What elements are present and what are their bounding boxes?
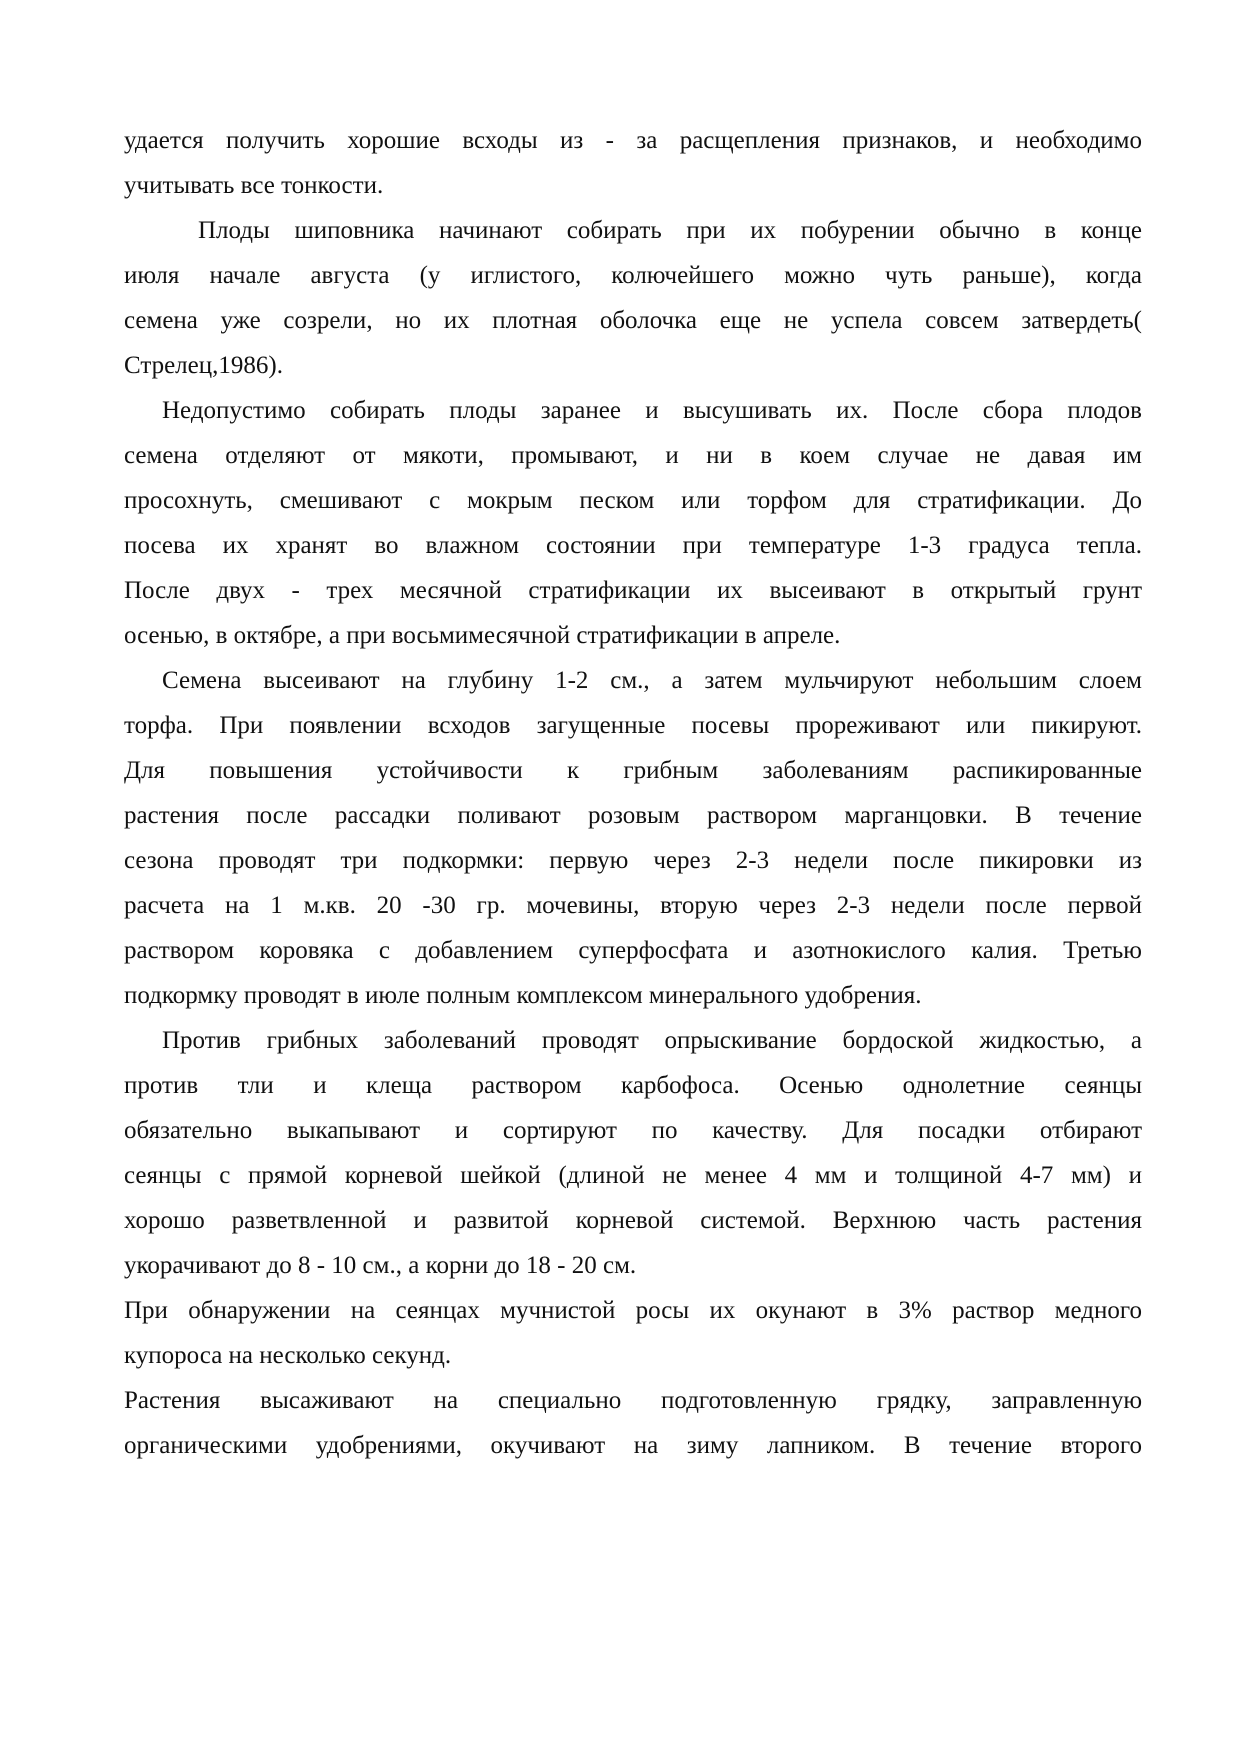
text-line: обязательно выкапывают и сортируют по качеству. Для посадки отбирают [124, 1117, 1142, 1144]
document-body [124, 118, 1142, 1468]
text-line: семена отделяют от мякоти, промывают, и ни в коем случае не давая им [124, 442, 1142, 469]
text-line: купороса на несколько секунд. [124, 1342, 452, 1369]
text-line: органическими удобрениями, окучивают на зиму лапником. В течение второго [124, 1432, 1142, 1459]
text-line: сеянцы с прямой корневой шейкой (длиной не менее 4 мм и толщиной 4-7 мм) и [124, 1162, 1142, 1189]
text-line: укорачивают до 8 - 10 см., а корни до 18 - 20 см. [124, 1252, 637, 1279]
text-line: удается получить хорошие всходы из - за расщепления признаков, и необходимо [124, 127, 1142, 154]
text-line: При обнаружении на сеянцах мучнистой росы их окунают в 3% раствор медного [124, 1297, 1142, 1324]
text-line: Стрелец,1986). [124, 352, 283, 379]
text-line: Для повышения устойчивости к грибным заболеваниям распикированные [124, 757, 1142, 784]
text-line: Растения высаживают на специально подготовленную грядку, заправленную [124, 1387, 1142, 1414]
text-line: После двух - трех месячной стратификации их высеивают в открытый грунт [124, 577, 1142, 604]
text-line: июля начале августа (у иглистого, колючейшего можно чуть раньше), когда [124, 262, 1142, 289]
text-line: просохнуть, смешивают с мокрым песком или торфом для стратификации. До [124, 487, 1142, 514]
text-line: сезона проводят три подкормки: первую через 2-3 недели после пикировки из [124, 847, 1142, 874]
text-line: подкормку проводят в июле полным комплексом минерального удобрения. [124, 982, 922, 1009]
text-line: посева их хранят во влажном состоянии при температуре 1-3 градуса тепла. [124, 532, 1142, 559]
text-line: против тли и клеща раствором карбофоса. Осенью однолетние сеянцы [124, 1072, 1142, 1099]
text-line: растения после рассадки поливают розовым раствором марганцовки. В течение [124, 802, 1142, 829]
text-line: раствором коровяка с добавлением суперфосфата и азотнокислого калия. Третью [124, 937, 1142, 964]
text-line: Против грибных заболеваний проводят опрыскивание бордоской жидкостью, а [162, 1027, 1142, 1054]
text-line: расчета на 1 м.кв. 20 -30 гр. мочевины, вторую через 2-3 недели после первой [124, 892, 1142, 919]
text-line: учитывать все тонкости. [124, 172, 384, 199]
text-line: семена уже созрели, но их плотная оболочка еще не успела совсем затвердеть( [124, 307, 1142, 334]
text-line: осенью, в октябре, а при восьмимесячной стратификации в апреле. [124, 622, 841, 649]
text-line: торфа. При появлении всходов загущенные посевы прореживают или пикируют. [124, 712, 1142, 739]
text-line: хорошо разветвленной и развитой корневой системой. Верхнюю часть растения [124, 1207, 1142, 1234]
text-line: Недопустимо собирать плоды заранее и высушивать их. После сбора плодов [162, 397, 1142, 424]
text-line: Семена высеивают на глубину 1-2 см., а затем мульчируют небольшим слоем [162, 667, 1142, 694]
text-line: Плоды шиповника начинают собирать при их побурении обычно в конце [198, 217, 1142, 244]
